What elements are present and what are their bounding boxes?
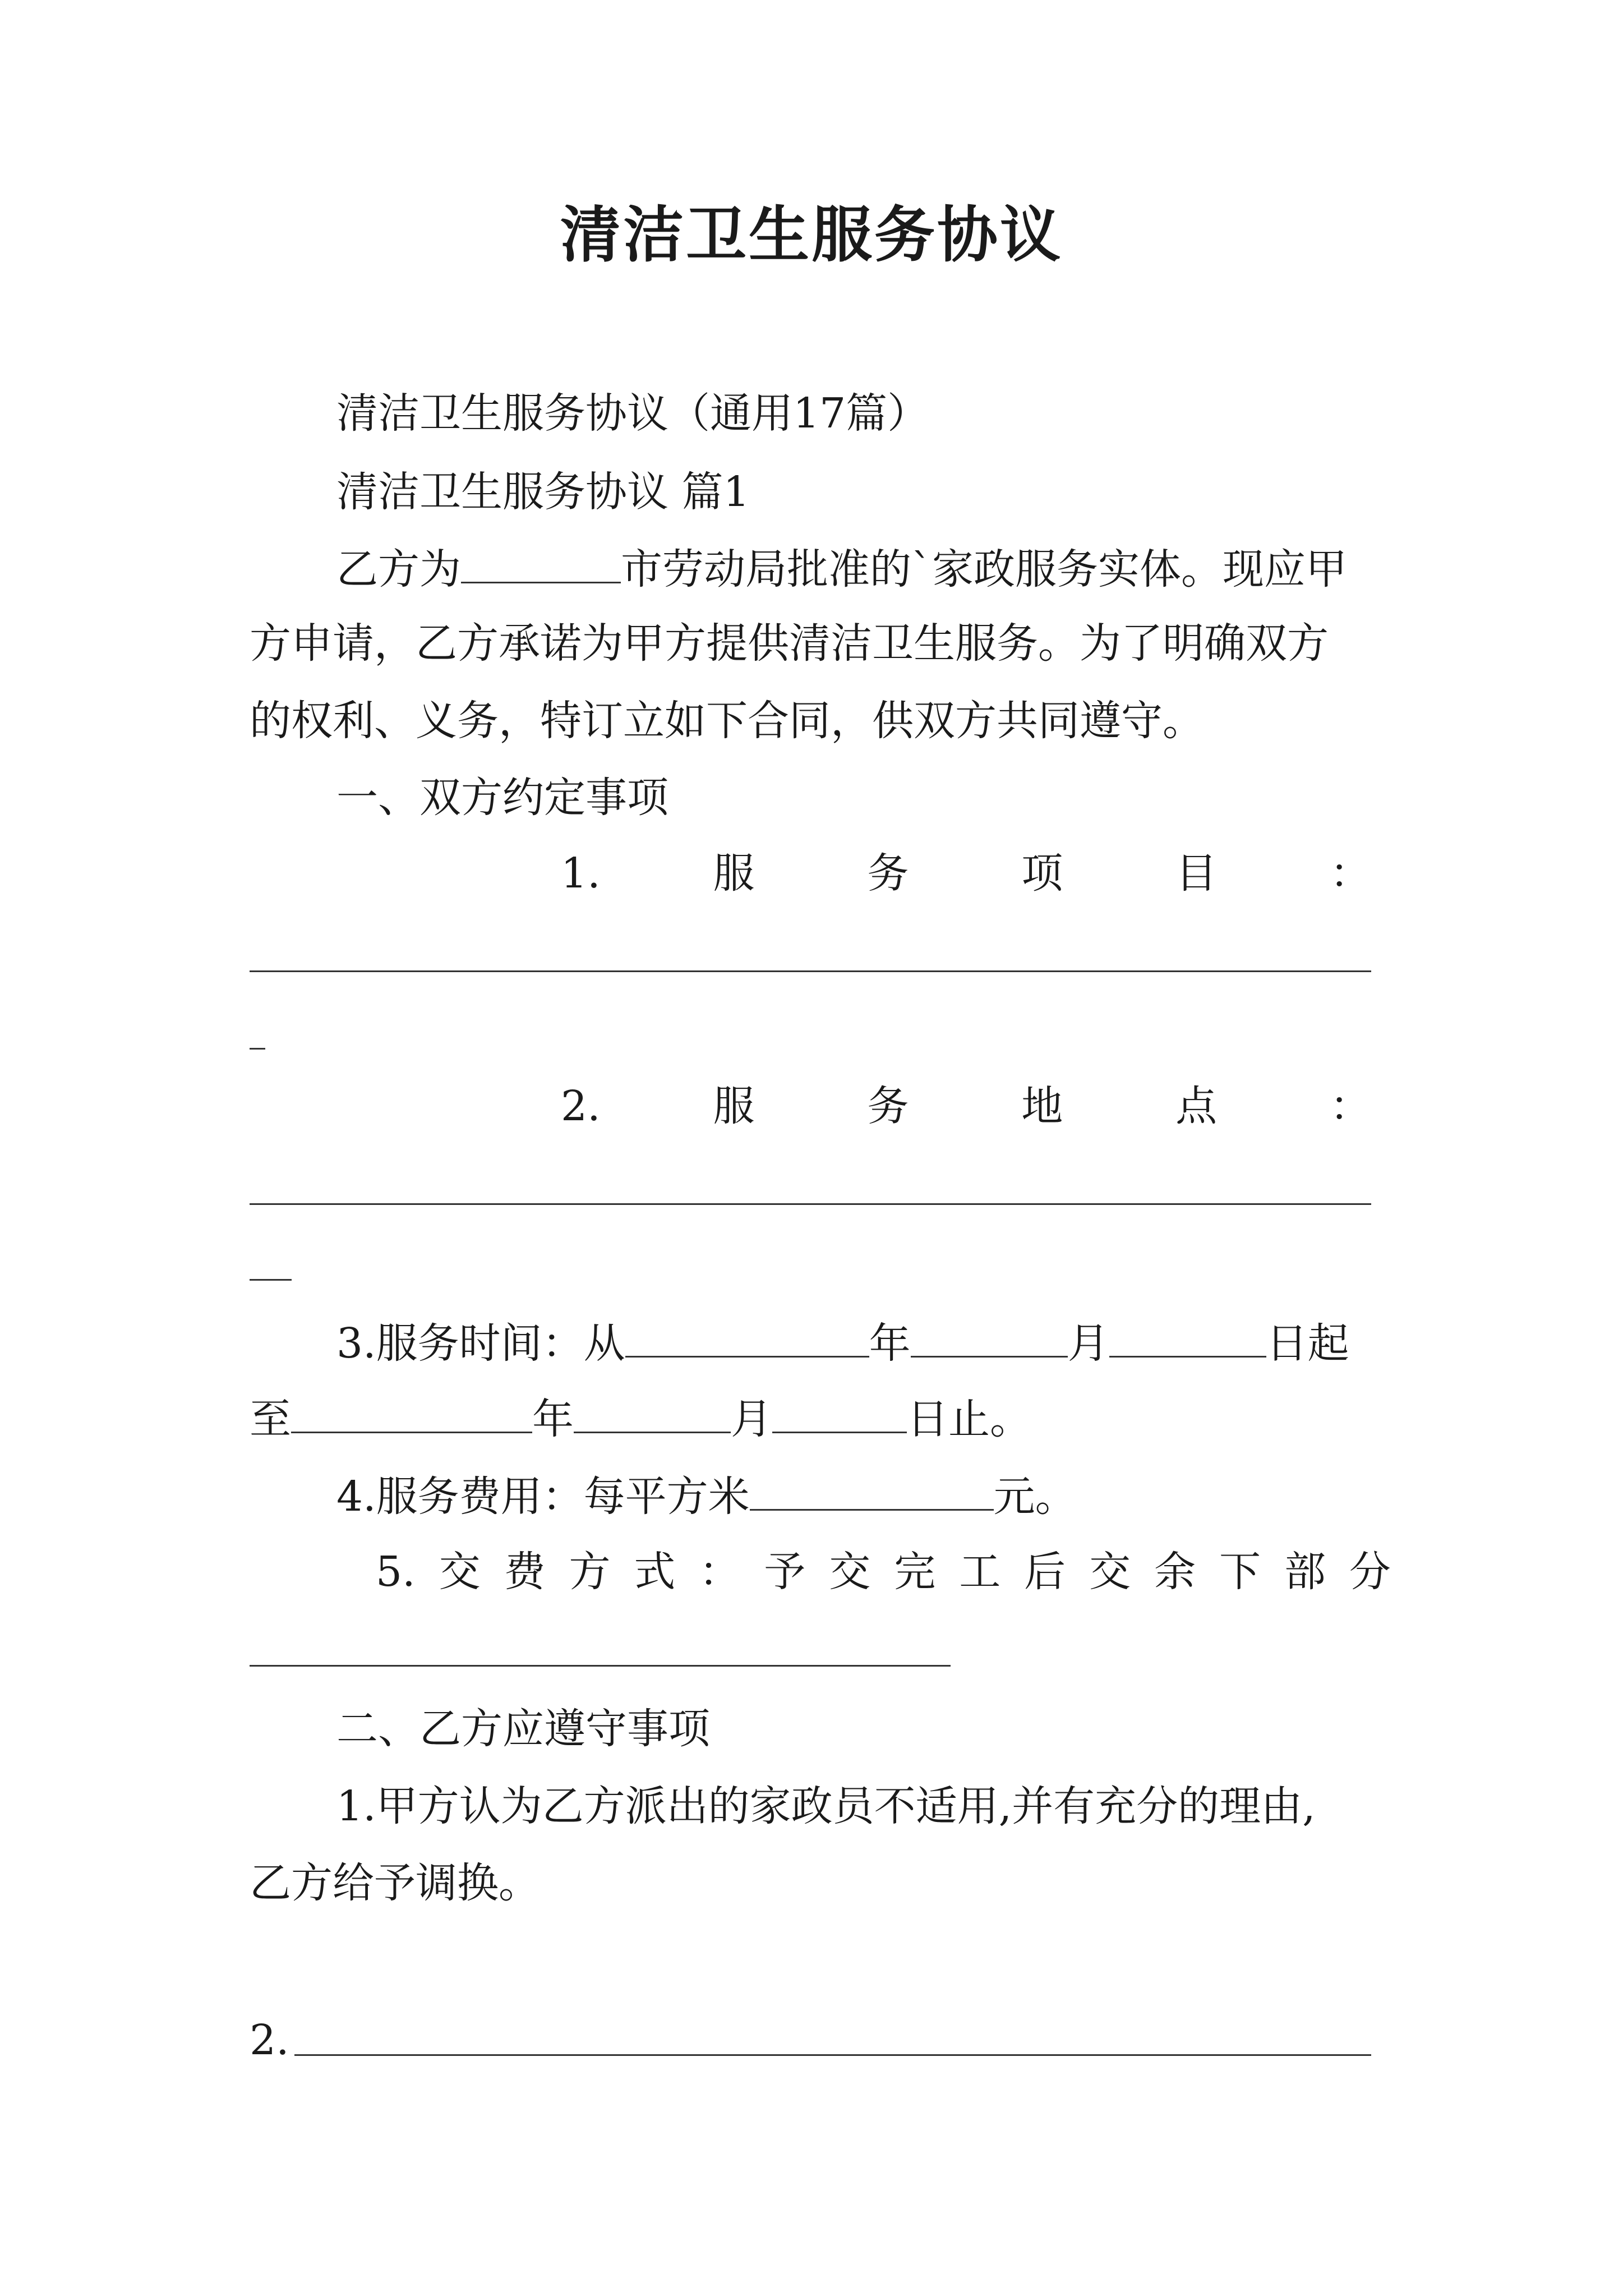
- item3-month: 月: [1067, 1319, 1109, 1368]
- item5-char: 下: [1219, 1548, 1261, 1596]
- intro-line-1: [336, 545, 1347, 593]
- intro-line-2: 方申请，乙方承诺为甲方提供清洁卫生服务。为了明确双方: [250, 619, 1329, 668]
- item5-char: 费: [504, 1548, 546, 1596]
- fill-blank-start-year[interactable]: [625, 1321, 869, 1358]
- item5-char: 方: [569, 1548, 611, 1596]
- item1-char: 目: [1175, 849, 1218, 898]
- fill-blank-price[interactable]: [750, 1474, 994, 1511]
- item3-day-from: 日起: [1266, 1319, 1349, 1368]
- item3-to: 至: [250, 1395, 291, 1443]
- item3-day-to: 日止。: [907, 1395, 1031, 1443]
- item2-char: 服: [713, 1082, 755, 1130]
- item2-fill-line-tail: [250, 1279, 292, 1281]
- item5-char: 交: [829, 1548, 871, 1596]
- item3-year: 年: [532, 1395, 574, 1443]
- document-title: 清洁卫生服务协议: [560, 200, 1063, 270]
- item5-char: 予: [764, 1548, 806, 1596]
- item2-colon: ：: [1329, 1082, 1371, 1130]
- p2-item1-line-2: 乙方给予调换。: [250, 1859, 540, 1907]
- p2-item1-line-1: 1.甲方认为乙方派出的家政员不适用,并有充分的理由,: [336, 1782, 1316, 1830]
- part1-heading: 一、双方约定事项: [336, 774, 668, 822]
- item1-colon: ：: [1329, 849, 1371, 898]
- item2-num: 2.: [561, 1082, 601, 1130]
- fill-blank-city[interactable]: [461, 547, 621, 583]
- item2-char: 地: [1021, 1082, 1063, 1130]
- item4-unit: 元。: [993, 1473, 1077, 1521]
- item2-char: 务: [867, 1082, 909, 1130]
- item1-fill-line[interactable]: [250, 970, 1371, 972]
- fill-blank-end-day[interactable]: [772, 1397, 907, 1433]
- item3-label: 3.服务时间：从: [336, 1319, 625, 1368]
- fill-blank-start-month[interactable]: [911, 1321, 1068, 1358]
- item5-char: 余: [1154, 1548, 1196, 1596]
- item5-char: ：: [699, 1548, 741, 1596]
- item3-line-2: [250, 1395, 1031, 1443]
- item5-char: 工: [959, 1548, 1001, 1596]
- item5-char: 分: [1349, 1548, 1391, 1596]
- fill-blank-start-day[interactable]: [1109, 1321, 1266, 1358]
- intro-text-b: 市劳动局批准的`家政服务实体。现应甲: [621, 545, 1347, 593]
- item1-num: 1.: [561, 849, 601, 898]
- item5-char: 5.: [376, 1548, 416, 1596]
- part2-heading: 二、乙方应遵守事项: [336, 1705, 710, 1753]
- item5-line: [376, 1548, 1391, 1596]
- item5-char: 后: [1024, 1548, 1066, 1596]
- fill-blank-end-year[interactable]: [291, 1397, 532, 1433]
- item3-line-1: [336, 1319, 1349, 1368]
- item4-label: 4.服务费用：每平方米: [336, 1473, 750, 1521]
- fill-blank-end-month[interactable]: [574, 1397, 731, 1433]
- item4-line: [336, 1473, 1077, 1521]
- item5-char: 完: [894, 1548, 936, 1596]
- item5-char: 交: [439, 1548, 481, 1596]
- item5-char: 交: [1089, 1548, 1131, 1596]
- document-subtitle: 清洁卫生服务协议（通用17篇）: [336, 389, 929, 438]
- item5-char: 式: [634, 1548, 676, 1596]
- item2-fill-line[interactable]: [250, 1203, 1371, 1205]
- item2-label: [561, 1082, 1371, 1130]
- item3-year: 年: [869, 1319, 911, 1368]
- p2-item2-num: 2.: [250, 2016, 289, 2064]
- intro-text-a: 乙方为: [336, 545, 461, 593]
- item1-label: [561, 849, 1371, 898]
- item1-char: 务: [867, 849, 909, 898]
- item1-fill-line-tail: [250, 1048, 265, 1050]
- item3-month: 月: [731, 1395, 772, 1443]
- item1-char: 服: [713, 849, 755, 898]
- item2-char: 点: [1175, 1082, 1218, 1130]
- item5-char: 部: [1284, 1548, 1326, 1596]
- section-heading: 清洁卫生服务协议 篇1: [336, 468, 750, 516]
- item1-char: 项: [1021, 849, 1063, 898]
- item5-fill-line[interactable]: [250, 1665, 951, 1667]
- intro-line-3: 的权利、义务，特订立如下合同，供双方共同遵守。: [250, 697, 1204, 745]
- p2-item2-fill-line[interactable]: [294, 2054, 1371, 2056]
